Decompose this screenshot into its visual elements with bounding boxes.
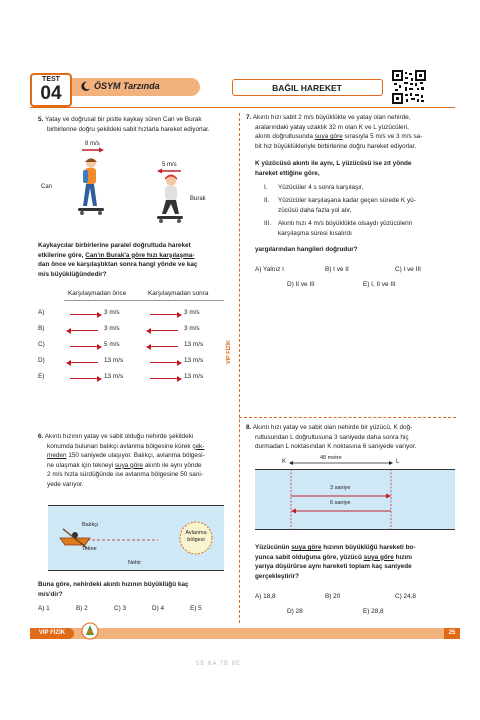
q5-stem: [38, 115, 233, 134]
q7-option-e[interactable]: E) I, II ve III: [363, 281, 396, 288]
q5-question-line: Kaykaycılar birbirlerine paralel doğrultuda hareket: [38, 242, 191, 249]
page-number: 25: [444, 628, 460, 639]
section-banner: [72, 78, 200, 96]
q5-line: Yatay ve doğrusal bir pistte kaykay süren Can ve Burak: [45, 116, 202, 123]
test-badge: [30, 73, 72, 107]
q6-option-d[interactable]: D) 4: [152, 605, 165, 612]
burak-label: Burak: [190, 196, 206, 202]
q7-line: akıntı doğrultusunda: [255, 133, 315, 141]
q5-col-underline: [64, 300, 224, 301]
q8-option-d[interactable]: D) 28: [287, 608, 303, 615]
speed-can-label: 8 m/s: [85, 141, 100, 147]
zone-label: Avlanma bölgesi: [185, 530, 207, 543]
q8-t1-label: 3 saniye: [330, 485, 351, 491]
q6-option-c[interactable]: C) 3: [114, 605, 127, 612]
q8-question-line: yunca sabit olduğuna göre, yüzücü: [255, 553, 364, 561]
q5-option-label[interactable]: D): [38, 357, 45, 364]
q6-line: ne ulaşmak için tekneyi: [47, 461, 115, 469]
q8-river-diagram: [255, 455, 455, 530]
q5-speed-value: 5 m/s: [104, 341, 120, 348]
q6-line: 150 saniyede ulaşıyor. Balıkçı, avlanma bölgesi-: [66, 452, 205, 460]
q5-direction-arrow: [150, 346, 178, 347]
q6-line: konumda bulunan balıkçı avlanma bölgesine kürek: [47, 442, 193, 450]
q7-prompt: yargılarından hangileri doğrudur?: [255, 246, 358, 253]
q8-t2-label: 6 saniye: [330, 500, 351, 506]
q6-number: 6.: [38, 433, 44, 440]
q5-line: birbirlerine doğru şekildeki sabit hızlarla hareket ediyorlar.: [47, 125, 210, 133]
q5-number: 5.: [38, 116, 44, 123]
can-label: Can: [41, 184, 53, 190]
q7-question-line: K yüzücüsü akıntı ile aynı, L yüzücüsü ise zıt yönde: [255, 160, 412, 167]
q8-line: Akıntı hızı yatay ve sabit olan nehirde bir yüzücü, K doğ-: [252, 424, 413, 431]
can-figure: [78, 158, 104, 215]
q6-option-b[interactable]: B) 2: [76, 605, 88, 612]
burak-figure: [157, 175, 183, 224]
test-label: TEST: [42, 76, 60, 83]
q6-line: meden: [47, 452, 67, 460]
q7-line: suya göre: [314, 133, 343, 141]
q7-option-a[interactable]: A) Yalnız I: [255, 266, 284, 273]
q7-option-d[interactable]: D) II ve III: [287, 281, 315, 288]
q8-line: durmadan L noktasından K noktasına 6 saniyede varıyor.: [255, 443, 417, 451]
side-brand-label: VIP FİZİK: [226, 340, 232, 365]
q7-line: aralarındaki yatay uzaklık 32 m olan K ve L yüzücüleri,: [255, 123, 409, 131]
q5-speed-value: 13 m/s: [184, 341, 204, 348]
q7-option-c[interactable]: C) I ve III: [395, 266, 421, 273]
q5-speed-value: 3 m/s: [184, 325, 200, 332]
q6-line: suya göre: [114, 461, 143, 469]
q8-line: rultusundan L doğrultusuna 3 saniyede daha sonra hiç: [255, 433, 409, 441]
q8-question-line: suya göre: [363, 553, 394, 561]
q5-question: [38, 241, 233, 279]
q7-statement: zücüsü daha fazla yol alır,: [278, 207, 352, 214]
q8-question-line: hızını: [393, 553, 412, 561]
answer-key-marks: 5E 6A 7B 8E: [196, 661, 242, 667]
q7-number: 7.: [246, 114, 252, 121]
q5-col-after: Karşılaşmadan sonra: [148, 290, 209, 297]
q8-question-line: hızının büyüklüğü hareketi bo-: [321, 544, 416, 551]
q5-option-label[interactable]: E): [38, 373, 45, 380]
q6-line: 2 m/s hızla sürdüğünde ise avlanma bölgesine 50 sani-: [47, 471, 203, 479]
q7-statement: karşılaşma süresi kısalırdı: [278, 230, 352, 237]
q5-direction-arrow: [70, 330, 98, 331]
q7-roman: I.: [264, 184, 268, 191]
q7-question-line: hareket ettiğine göre,: [255, 169, 320, 177]
q8-options: [255, 593, 460, 617]
speed-burak-label: 5 m/s: [162, 162, 177, 168]
q5-direction-arrow: [70, 346, 98, 347]
q8-option-c[interactable]: C) 24,8: [395, 593, 416, 600]
q5-option-label[interactable]: A): [38, 309, 45, 316]
q5-speed-value: 3 m/s: [184, 309, 200, 316]
q5-speed-value: 13 m/s: [184, 357, 204, 364]
qr-code-icon[interactable]: [392, 70, 426, 104]
topic-box: [232, 79, 383, 96]
q6-question-line: Buna göre, nehirdeki akıntı hızının büyüklüğü kaç: [38, 581, 189, 588]
q7-statement: Akıntı hızı 4 m/s büyüklükte olsaydı yüzücülerin: [278, 220, 413, 227]
q8-distance-label: 48 metre: [320, 455, 342, 461]
q5-question-line: etkilerine göre,: [38, 251, 86, 259]
q8-k-label: K: [282, 459, 287, 465]
q5-question-line: dan önce ve karşılaştıktan sonra hangi yönde ve kaç: [38, 261, 198, 269]
section-title: ÖSYM Tarzında: [94, 81, 160, 91]
q7-line: Akıntı hızı sabit 2 m/s büyüklükte ve yatay olan nehirde,: [252, 114, 411, 121]
q8-option-a[interactable]: A) 18,8: [255, 593, 276, 600]
q7-roman: II.: [264, 197, 270, 204]
q5-direction-arrow: [70, 362, 98, 363]
q5-direction-arrow: [150, 314, 178, 315]
q8-number: 8.: [246, 424, 252, 431]
footer-brand: VIP FİZİK: [38, 630, 66, 636]
q7-statements: [264, 183, 459, 242]
q8-question-line: gerçekleştirir?: [255, 572, 300, 580]
q8-option-b[interactable]: B) 20: [325, 593, 341, 600]
q5-direction-arrow: [150, 362, 178, 363]
q7-line: sırasıyla 5 m/s ve 3 m/s sa-: [342, 133, 423, 141]
mascot-icon: [80, 621, 100, 643]
q5-speed-value: 13 m/s: [104, 373, 124, 380]
q7-statement: Yüzücüler karşılaşana kadar geçen sürede K yü-: [278, 197, 416, 204]
question-divider: [239, 417, 456, 418]
q5-question-line: Can'ın Burak'a göre hızı karşılaşma-: [85, 251, 195, 259]
q6-option-e[interactable]: E) 5: [190, 605, 202, 612]
q5-col-before: Karşılaşmadan önce: [68, 290, 127, 297]
q5-direction-arrow: [70, 314, 98, 315]
q6-question: [38, 580, 233, 599]
header-rule: [30, 107, 455, 108]
q7-line: bit hız büyüklükleriyle birbirlerine doğru hareket ediyorlar.: [255, 142, 417, 150]
q7-roman: III.: [264, 220, 272, 227]
boat-label: Tekne: [82, 546, 97, 552]
q5-direction-arrow: [70, 378, 98, 379]
q6-question-line: m/s'dir?: [38, 590, 63, 598]
q6-line: akıntı ile aynı yönde: [142, 461, 202, 469]
q5-speed-value: 3 m/s: [104, 325, 120, 332]
q8-option-e[interactable]: E) 28,8: [363, 608, 384, 615]
q6-option-a[interactable]: A) 1: [38, 605, 50, 612]
q5-option-label[interactable]: B): [38, 325, 45, 332]
q7-question: [255, 159, 460, 178]
q8-l-label: L: [396, 459, 400, 465]
q7-options: [255, 266, 460, 290]
fisher-label: Balıkçı: [82, 522, 99, 528]
q8-stem: [246, 423, 458, 452]
topic-title: BAĞIL HAREKET: [272, 83, 342, 93]
q8-question-line: suya göre: [291, 544, 322, 551]
q5-direction-arrow: [150, 378, 178, 379]
q8-question-line: Yüzücünün: [255, 544, 292, 551]
q8-question-line: yarıya düşürürse aynı hareketi toplam kaç saniyede: [255, 563, 412, 571]
q6-line: yede varıyor.: [47, 480, 84, 488]
q7-option-b[interactable]: B) I ve II: [325, 266, 349, 273]
test-number: 04: [40, 83, 62, 104]
q5-skaters-illustration: [38, 136, 233, 236]
footer-brand-badge: [30, 628, 74, 639]
q7-statement: Yüzücüler 4 s sonra karşılaşır,: [278, 184, 364, 191]
q7-stem: [246, 113, 458, 151]
q6-line: Akıntı hızının yatay ve sabit olduğu nehirde şekildeki: [44, 433, 194, 440]
q5-speed-value: 3 m/s: [104, 309, 120, 316]
q5-speed-value: 13 m/s: [104, 357, 124, 364]
q5-option-label[interactable]: C): [38, 341, 45, 348]
q5-speed-value: 13 m/s: [184, 373, 204, 380]
q6-stem: [38, 432, 233, 490]
q5-direction-arrow: [150, 330, 178, 331]
column-divider: [239, 113, 240, 623]
q8-question: [255, 543, 460, 581]
river-label: Nehir: [128, 560, 142, 566]
q5-question-line: m/s büyüklüğündedir?: [38, 270, 107, 278]
q6-line: çek-: [192, 442, 205, 450]
moon-icon: [80, 81, 91, 92]
